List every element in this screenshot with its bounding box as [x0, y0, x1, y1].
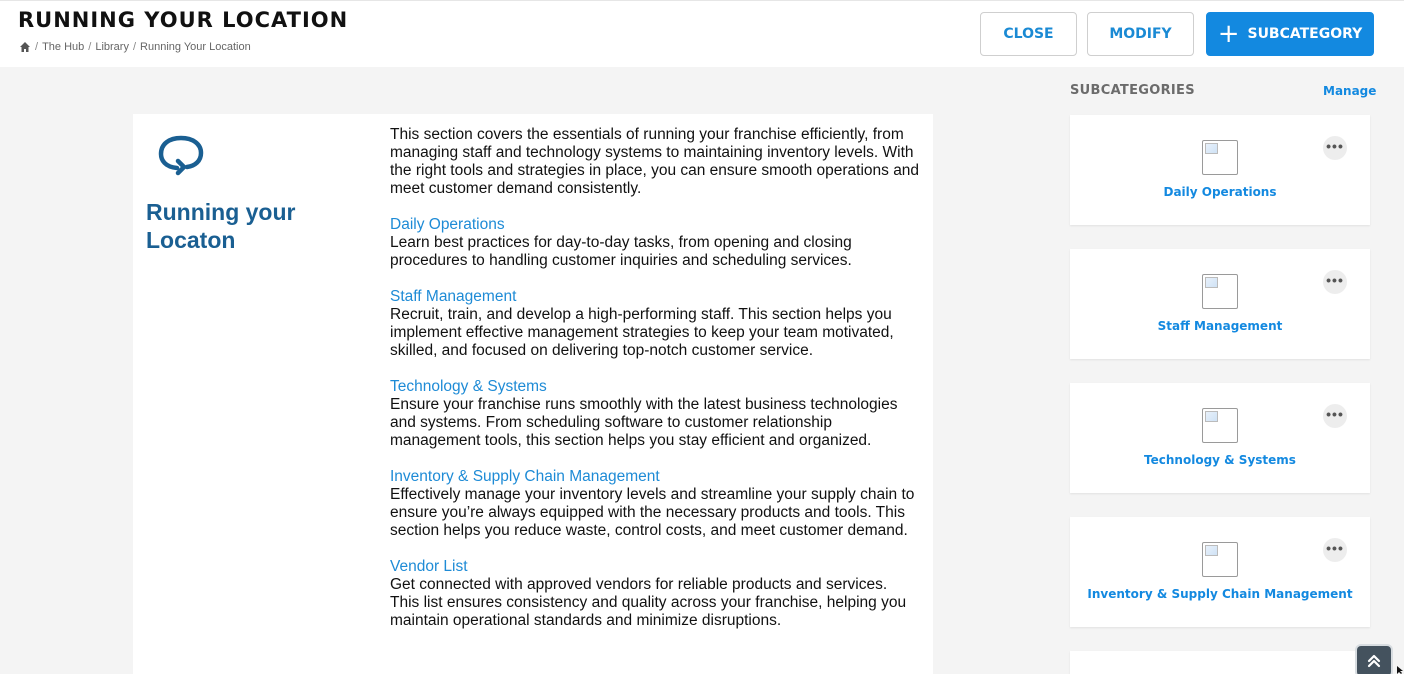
- section-inventory-supply-chain: [390, 468, 920, 540]
- scroll-to-top-button[interactable]: [1357, 646, 1391, 674]
- more-options-icon[interactable]: •••: [1323, 538, 1347, 562]
- section-text: Learn best practices for day-to-day tasks, from opening and closing procedures to handling customer inquiries and scheduling services.: [390, 234, 852, 269]
- subcategory-label[interactable]: Staff Management: [1157, 319, 1283, 333]
- section-title-link[interactable]: Technology & Systems: [390, 378, 547, 395]
- breadcrumb-separator: /: [35, 41, 39, 53]
- more-options-icon[interactable]: •••: [1323, 270, 1347, 294]
- content-heading-line1: Running your: [146, 199, 296, 225]
- close-button[interactable]: CLOSE: [980, 12, 1077, 56]
- more-options-icon[interactable]: •••: [1323, 404, 1347, 428]
- top-header: [0, 0, 1404, 67]
- page-title: RUNNING YOUR LOCATION: [18, 8, 349, 32]
- mouse-cursor-icon: [1397, 666, 1404, 674]
- content-body: [390, 126, 920, 648]
- section-title-link[interactable]: Daily Operations: [390, 216, 505, 233]
- breadcrumb-separator: /: [132, 41, 137, 53]
- section-vendor-list: [390, 558, 920, 630]
- subcategories-heading: SUBCATEGORIES: [1070, 83, 1195, 98]
- add-subcategory-button[interactable]: [1206, 12, 1374, 56]
- double-chevron-up-icon: [1366, 653, 1382, 669]
- section-daily-operations: [390, 216, 920, 270]
- content-card: [133, 114, 933, 674]
- subcategory-card-staff-management[interactable]: [1070, 249, 1370, 359]
- section-title-link[interactable]: Inventory & Supply Chain Management: [390, 468, 660, 485]
- intro-paragraph: This section covers the essentials of running your franchise efficiently, from managing staff and technology systems to maintaining inventory levels. With the right tools and strategies in place, you can ensure smooth operations and meet customer demand consistently.: [390, 126, 920, 197]
- subcategory-card-daily-operations[interactable]: [1070, 115, 1370, 225]
- subcategory-card-inventory-supply-chain[interactable]: [1070, 517, 1370, 627]
- breadcrumb-item-library[interactable]: Library: [95, 41, 129, 53]
- home-icon[interactable]: [19, 41, 31, 53]
- manage-link[interactable]: Manage: [1323, 84, 1377, 98]
- broken-image-icon: [1202, 274, 1238, 309]
- section-text: Get connected with approved vendors for reliable products and services. This list ensures consistency and quality across your franchise, helping you maintain operational standards and minimize disruptions.: [390, 576, 907, 629]
- more-options-icon[interactable]: •••: [1323, 136, 1347, 160]
- broken-image-icon: [1202, 542, 1238, 577]
- breadcrumb-item-hub[interactable]: The Hub: [42, 41, 85, 53]
- section-text: Effectively manage your inventory levels and streamline your supply chain to ensure you’re always equipped with the necessary products and tools. This section helps you reduce waste, control costs, and meet customer demand.: [390, 486, 915, 539]
- subcategory-card-technology-systems[interactable]: [1070, 383, 1370, 493]
- subcategory-label[interactable]: Technology & Systems: [1144, 453, 1296, 467]
- breadcrumb-item-current: Running Your Location: [140, 41, 251, 53]
- section-title-link[interactable]: Vendor List: [390, 558, 468, 575]
- add-subcategory-label: SUBCATEGORY: [1247, 26, 1363, 42]
- section-staff-management: [390, 288, 920, 360]
- content-heading-line2: Locaton: [146, 227, 236, 253]
- subcategory-label[interactable]: Inventory & Supply Chain Management: [1087, 587, 1353, 601]
- content-heading: [146, 198, 346, 254]
- broken-image-icon: [1202, 140, 1238, 175]
- broken-image-icon: [1202, 408, 1238, 443]
- section-technology-systems: [390, 378, 920, 450]
- breadcrumb-separator: /: [88, 41, 92, 53]
- subcategory-card-partial[interactable]: [1070, 651, 1370, 674]
- modify-button[interactable]: MODIFY: [1087, 12, 1194, 56]
- subcategory-label[interactable]: Daily Operations: [1163, 185, 1277, 199]
- loop-arrow-icon: [157, 134, 209, 178]
- section-text: Ensure your franchise runs smoothly with the latest business technologies and systems. From scheduling software to customer relationship management tools, this section helps you stay efficient and organized.: [390, 396, 898, 449]
- section-title-link[interactable]: Staff Management: [390, 288, 517, 305]
- section-text: Recruit, train, and develop a high-performing staff. This section helps you implement effective management strategies to keep your team motivated, skilled, and focused on delivering top-notch customer service.: [390, 306, 894, 359]
- breadcrumb: [19, 41, 251, 53]
- plus-icon: +: [1217, 19, 1240, 49]
